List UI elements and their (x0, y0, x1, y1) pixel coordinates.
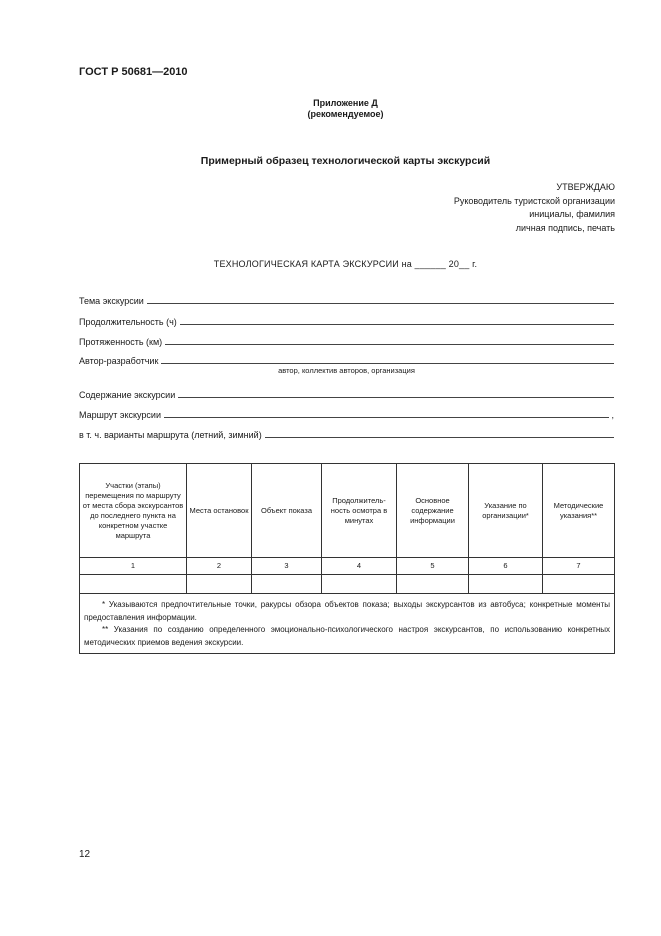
column-number: 1 (80, 558, 187, 575)
field-content-label: Содержание экскурсии (79, 390, 176, 400)
card-title: ТЕХНОЛОГИЧЕСКАЯ КАРТА ЭКСКУРСИИ на ______ 20__ г. (213, 259, 478, 269)
header-cell-content: Основное содержание информации (397, 464, 469, 558)
header-cell-organization: Указание по организации* (469, 464, 543, 558)
approval-position: Руководитель туристской организации (453, 195, 615, 206)
header-cell-methodical: Методические указания** (543, 464, 615, 558)
field-route (79, 408, 614, 420)
field-content-line (178, 396, 614, 398)
field-content (79, 388, 614, 400)
field-author-line (161, 362, 614, 364)
page-number: 12 (79, 849, 91, 860)
footnote-single-star: * Указываются предпочтительные точки, ракурсы обзора объектов показа; выходы экскурсантов из автобуса; конкретные моменты предоставления информации. (84, 600, 610, 622)
technology-card-table (79, 463, 615, 654)
header-cell-stops: Места остановок (187, 464, 252, 558)
field-variants (79, 428, 614, 440)
empty-cell (80, 575, 187, 594)
field-duration-line (180, 323, 614, 325)
standard-number: ГОСТ Р 50681—2010 (79, 66, 188, 78)
field-variants-line (265, 436, 614, 438)
approval-word: УТВЕРЖДАЮ (556, 182, 615, 192)
field-length-line (165, 343, 614, 345)
empty-cell (543, 575, 615, 594)
column-number: 6 (469, 558, 543, 575)
column-number: 3 (252, 558, 322, 575)
field-author (79, 354, 614, 366)
table-number-row (80, 558, 615, 575)
field-route-tail: , (611, 410, 614, 420)
footnote-double-star: ** Указания по созданию определенного эмоционально-психологического настроя экскурсантов, по использованию конкретных методических приемов ведения экскурсии. (84, 625, 610, 647)
annex-title: Приложение Д (313, 98, 378, 108)
field-length-label: Протяженность (км) (79, 337, 163, 347)
field-variants-label: в т. ч. варианты маршрута (летний, зимний) (79, 430, 262, 440)
column-number: 2 (187, 558, 252, 575)
header-cell-duration: Продолжитель-ность осмотра в минутах (322, 464, 397, 558)
empty-cell (252, 575, 322, 594)
empty-cell (187, 575, 252, 594)
annex-status: (рекомендуемое) (307, 109, 384, 119)
table-empty-row (80, 575, 615, 594)
author-hint: автор, коллектив авторов, организация (278, 366, 415, 375)
header-cell-sections: Участки (этапы) перемещения по маршруту от места сбора экскурсантов до последнего пункта на конкретном участке маршрута (80, 464, 187, 558)
field-route-line (164, 416, 610, 418)
table-notes-cell (80, 594, 615, 654)
header-cell-object: Объект показа (252, 464, 322, 558)
column-number: 4 (322, 558, 397, 575)
field-topic-line (147, 302, 614, 304)
approval-signature: личная подпись, печать (515, 222, 615, 233)
table-header-row (80, 464, 615, 558)
field-duration-label: Продолжительность (ч) (79, 317, 177, 327)
field-length (79, 335, 614, 347)
field-author-label: Автор-разработчик (79, 356, 159, 366)
empty-cell (397, 575, 469, 594)
table-notes-row (80, 594, 615, 654)
column-number: 7 (543, 558, 615, 575)
empty-cell (322, 575, 397, 594)
approval-block (454, 181, 615, 235)
column-number: 5 (397, 558, 469, 575)
empty-cell (469, 575, 543, 594)
field-topic (79, 294, 614, 306)
approval-name: инициалы, фамилия (529, 209, 615, 219)
document-title: Примерный образец технологической карты экскурсий (200, 155, 491, 167)
field-topic-label: Тема экскурсии (79, 296, 144, 306)
field-duration (79, 315, 614, 327)
field-route-label: Маршрут экскурсии (79, 410, 161, 420)
